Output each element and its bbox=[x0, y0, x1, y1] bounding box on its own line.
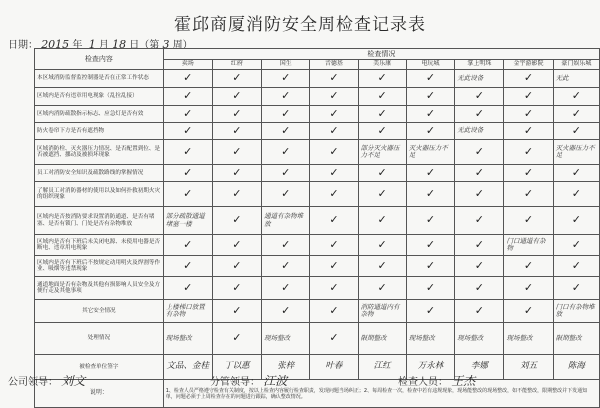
inspector-label: 检查人员： bbox=[398, 377, 448, 388]
company-leader-label: 公司领导： bbox=[8, 377, 58, 388]
table-header-row bbox=[35, 49, 600, 60]
check-mark: ✓ bbox=[504, 182, 553, 207]
table-row bbox=[35, 182, 600, 207]
check-mark: ✓ bbox=[310, 235, 358, 256]
check-mark: ✓ bbox=[358, 123, 406, 140]
signature-cell: 刘五 bbox=[504, 355, 553, 380]
note-cell: 门口通道有杂物 bbox=[504, 235, 553, 256]
check-mark: ✓ bbox=[553, 235, 599, 256]
month-value: 1 bbox=[88, 38, 96, 51]
company-leader-field bbox=[8, 372, 85, 389]
check-mark: ✓ bbox=[212, 88, 261, 106]
check-mark: ✓ bbox=[310, 207, 358, 235]
check-mark: ✓ bbox=[504, 207, 553, 235]
week-value: 3 bbox=[162, 38, 170, 51]
check-mark: ✓ bbox=[455, 106, 504, 123]
check-mark: ✓ bbox=[553, 256, 599, 277]
table-row bbox=[35, 277, 600, 300]
form-title: 霍邱商厦消防安全周检查记录表 bbox=[174, 15, 426, 35]
column-header: 美乐康 bbox=[358, 60, 406, 70]
inspector-field bbox=[398, 372, 475, 389]
year-value: 2015 bbox=[41, 38, 70, 51]
check-mark: ✓ bbox=[212, 277, 261, 300]
check-mark: ✓ bbox=[358, 106, 406, 123]
company-leader-signature: 刘文 bbox=[61, 374, 86, 388]
check-mark: ✓ bbox=[262, 70, 310, 88]
check-mark: ✓ bbox=[262, 106, 310, 123]
check-mark: ✓ bbox=[310, 165, 358, 182]
check-mark: ✓ bbox=[553, 106, 599, 123]
check-mark: ✓ bbox=[310, 123, 358, 140]
check-mark: ✓ bbox=[553, 207, 599, 235]
row-label: 区域内是否按消防要求设置消防通道、是否有堵塞、是否有锁门、门处是否有杂物堆放 bbox=[35, 207, 164, 235]
table-row bbox=[35, 235, 600, 256]
check-mark: ✓ bbox=[406, 300, 454, 323]
table-row bbox=[35, 256, 600, 277]
check-mark: ✓ bbox=[310, 106, 358, 123]
column-header: 豪门娱乐城 bbox=[553, 60, 599, 70]
note-cell: 灭火器压力不足 bbox=[406, 140, 454, 165]
week-label: 周） bbox=[172, 40, 193, 51]
check-mark: ✓ bbox=[310, 323, 358, 355]
check-mark: ✓ bbox=[504, 300, 553, 323]
column-header: 红府 bbox=[212, 60, 261, 70]
check-mark: ✓ bbox=[455, 88, 504, 106]
check-mark: ✓ bbox=[212, 140, 261, 165]
check-mark: ✓ bbox=[163, 165, 212, 182]
table-row bbox=[35, 300, 600, 323]
note-cell: 现场整改 bbox=[455, 323, 504, 355]
date-label: 日期： bbox=[8, 40, 38, 51]
table-row bbox=[35, 165, 600, 182]
day-value: 18 bbox=[112, 38, 127, 51]
check-mark: ✓ bbox=[406, 88, 454, 106]
check-mark: ✓ bbox=[212, 256, 261, 277]
check-mark: ✓ bbox=[262, 88, 310, 106]
check-mark: ✓ bbox=[310, 300, 358, 323]
note-cell: 现场整改 bbox=[504, 323, 553, 355]
check-mark: ✓ bbox=[310, 70, 358, 88]
row-label: 区域内消防疏散指示标志、应急灯是否有效 bbox=[35, 106, 164, 123]
note-cell: 无此 bbox=[553, 70, 599, 88]
check-mark: ✓ bbox=[358, 88, 406, 106]
note-cell: 上楼梯口放置有杂物 bbox=[163, 300, 212, 323]
check-mark: ✓ bbox=[163, 235, 212, 256]
check-mark: ✓ bbox=[212, 165, 261, 182]
signature-cell: 江红 bbox=[358, 355, 406, 380]
check-mark: ✓ bbox=[262, 256, 310, 277]
check-mark: ✓ bbox=[553, 277, 599, 300]
check-mark: ✓ bbox=[553, 88, 599, 106]
check-mark: ✓ bbox=[504, 277, 553, 300]
check-mark: ✓ bbox=[262, 140, 310, 165]
check-mark: ✓ bbox=[163, 70, 212, 88]
check-mark: ✓ bbox=[358, 207, 406, 235]
row-label: 区域内是否有下班后不按规定动用明火及焊割等作业、吸烟等违禁现象 bbox=[35, 256, 164, 277]
row-label: 了解员工对消防器材的使用以及如何扑救初期火灾的组织现象 bbox=[35, 182, 164, 207]
column-header: 电玩城 bbox=[406, 60, 454, 70]
check-mark: ✓ bbox=[262, 235, 310, 256]
division-leader-label: 分管领导： bbox=[210, 377, 260, 388]
row-label: 被检查单位签字 bbox=[35, 355, 164, 380]
table-row bbox=[35, 88, 600, 106]
check-mark: ✓ bbox=[455, 207, 504, 235]
note-cell: 无此设备 bbox=[455, 70, 504, 88]
signature-cell: 万永林 bbox=[406, 355, 454, 380]
check-mark: ✓ bbox=[553, 182, 599, 207]
remarks-label: 说明： bbox=[35, 380, 164, 408]
check-mark: ✓ bbox=[310, 140, 358, 165]
table-row bbox=[35, 123, 600, 140]
column-header: 掌上明珠 bbox=[455, 60, 504, 70]
check-mark: ✓ bbox=[358, 277, 406, 300]
row-label: 通道地面是否有杂物及其他有损影响人员安全及方便行走及其他事项 bbox=[35, 277, 164, 300]
check-mark: ✓ bbox=[212, 106, 261, 123]
note-cell: 通道有杂物堆放 bbox=[262, 207, 310, 235]
table-row bbox=[35, 207, 600, 235]
column-header: 卖场 bbox=[163, 60, 212, 70]
check-mark: ✓ bbox=[455, 165, 504, 182]
check-mark: ✓ bbox=[212, 235, 261, 256]
note-cell: 无此设备 bbox=[455, 123, 504, 140]
check-mark: ✓ bbox=[553, 123, 599, 140]
inspection-table bbox=[34, 48, 600, 408]
check-mark: ✓ bbox=[163, 106, 212, 123]
check-mark: ✓ bbox=[310, 88, 358, 106]
note-cell: 部分灭火器压力不足 bbox=[358, 140, 406, 165]
check-mark: ✓ bbox=[212, 323, 261, 355]
check-mark: ✓ bbox=[553, 165, 599, 182]
note-cell: 消防通道内有杂物 bbox=[358, 300, 406, 323]
check-mark: ✓ bbox=[455, 182, 504, 207]
check-mark: ✓ bbox=[212, 207, 261, 235]
day-label: 日（第 bbox=[129, 40, 160, 51]
table-row bbox=[35, 355, 600, 380]
check-mark: ✓ bbox=[406, 106, 454, 123]
check-mark: ✓ bbox=[163, 182, 212, 207]
month-label: 月 bbox=[98, 40, 109, 51]
signature-cell: 张梓 bbox=[262, 355, 310, 380]
table-row bbox=[35, 70, 600, 88]
check-mark: ✓ bbox=[406, 235, 454, 256]
note-cell: 限期整改 bbox=[553, 323, 599, 355]
note-cell: 现场整改 bbox=[163, 323, 212, 355]
check-mark: ✓ bbox=[504, 123, 553, 140]
check-mark: ✓ bbox=[358, 182, 406, 207]
row-label: 防火卷帘下方是否有遮挡物 bbox=[35, 123, 164, 140]
check-mark: ✓ bbox=[212, 182, 261, 207]
column-header: 金宇游影院 bbox=[504, 60, 553, 70]
check-mark: ✓ bbox=[262, 300, 310, 323]
check-mark: ✓ bbox=[262, 165, 310, 182]
note-cell: 部分疏散通道堵塞一楼 bbox=[163, 207, 212, 235]
check-mark: ✓ bbox=[262, 123, 310, 140]
row-label: 区域内是否有下班后未关闭电源、未使用电器是否断电、违章用电现象 bbox=[35, 235, 164, 256]
check-mark: ✓ bbox=[406, 182, 454, 207]
note-cell: 限期整改 bbox=[358, 323, 406, 355]
status-header: 检查情况 bbox=[163, 49, 599, 60]
check-mark: ✓ bbox=[262, 277, 310, 300]
check-mark: ✓ bbox=[262, 182, 310, 207]
check-mark: ✓ bbox=[163, 140, 212, 165]
check-mark: ✓ bbox=[504, 140, 553, 165]
row-label: 区域内是否有违章用电现象（乱拉乱接） bbox=[35, 88, 164, 106]
column-header: 音德基 bbox=[310, 60, 358, 70]
check-mark: ✓ bbox=[504, 106, 553, 123]
signature-cell: 陈海 bbox=[553, 355, 599, 380]
check-mark: ✓ bbox=[406, 277, 454, 300]
division-leader-signature: 江波 bbox=[263, 374, 288, 388]
check-mark: ✓ bbox=[504, 88, 553, 106]
signature-cell: 丁以惠 bbox=[212, 355, 261, 380]
check-mark: ✓ bbox=[310, 277, 358, 300]
note-cell: 现场整改 bbox=[406, 323, 454, 355]
check-mark: ✓ bbox=[406, 207, 454, 235]
item-header: 检查内容 bbox=[35, 49, 164, 70]
check-mark: ✓ bbox=[455, 235, 504, 256]
signature-cell: 李娜 bbox=[455, 355, 504, 380]
check-mark: ✓ bbox=[163, 256, 212, 277]
table-row bbox=[35, 140, 600, 165]
note-cell: 门口有杂物堆放 bbox=[553, 300, 599, 323]
check-mark: ✓ bbox=[358, 256, 406, 277]
check-mark: ✓ bbox=[358, 70, 406, 88]
check-mark: ✓ bbox=[504, 165, 553, 182]
inspector-signature: 王杰 bbox=[451, 374, 476, 388]
remarks-text: 1、检查人员严格遵守检查有关制度，按以上检查内容履行检查职责，发现问题当场纠正；2、每周检查一次，检查中若有违规现象，现场能整改的现场整改，如不能整改，限期整改并下发通知单，问题必须于上周检查存在的问题进行跟踪，确认整改情况。 bbox=[163, 380, 599, 408]
row-label: 区域消防栓、灭火器压力情况、是否配置到位、是否被遮挡、挪动及被损坏现象 bbox=[35, 140, 164, 165]
table-row bbox=[35, 323, 600, 355]
column-header: 国生 bbox=[262, 60, 310, 70]
check-mark: ✓ bbox=[406, 165, 454, 182]
check-mark: ✓ bbox=[406, 123, 454, 140]
table-row bbox=[35, 106, 600, 123]
check-mark: ✓ bbox=[455, 140, 504, 165]
check-mark: ✓ bbox=[455, 256, 504, 277]
check-mark: ✓ bbox=[455, 277, 504, 300]
row-label: 员工对消防安全知识及疏散路线的掌握情况 bbox=[35, 165, 164, 182]
check-mark: ✓ bbox=[212, 70, 261, 88]
check-mark: ✓ bbox=[358, 235, 406, 256]
row-label: 处理情况 bbox=[35, 323, 164, 355]
check-mark: ✓ bbox=[504, 70, 553, 88]
check-mark: ✓ bbox=[163, 88, 212, 106]
note-cell: 现场整改 bbox=[262, 323, 310, 355]
check-mark: ✓ bbox=[163, 123, 212, 140]
year-label: 年 bbox=[72, 40, 83, 51]
check-mark: ✓ bbox=[358, 165, 406, 182]
check-mark: ✓ bbox=[310, 182, 358, 207]
row-label: 其它安全情况 bbox=[35, 300, 164, 323]
signature-cell: 文品、金桂 bbox=[163, 355, 212, 380]
check-mark: ✓ bbox=[212, 123, 261, 140]
check-mark: ✓ bbox=[504, 256, 553, 277]
note-cell: 灭火器压力不足 bbox=[553, 140, 599, 165]
division-leader-field bbox=[210, 372, 287, 389]
check-mark: ✓ bbox=[406, 256, 454, 277]
check-mark: ✓ bbox=[455, 300, 504, 323]
row-label: 本区域消防监督监控制器是否在正常工作状态 bbox=[35, 70, 164, 88]
check-mark: ✓ bbox=[163, 277, 212, 300]
signature-cell: 叶春 bbox=[310, 355, 358, 380]
check-mark: ✓ bbox=[212, 300, 261, 323]
check-mark: ✓ bbox=[310, 256, 358, 277]
check-mark: ✓ bbox=[406, 70, 454, 88]
remarks-row bbox=[35, 380, 600, 408]
